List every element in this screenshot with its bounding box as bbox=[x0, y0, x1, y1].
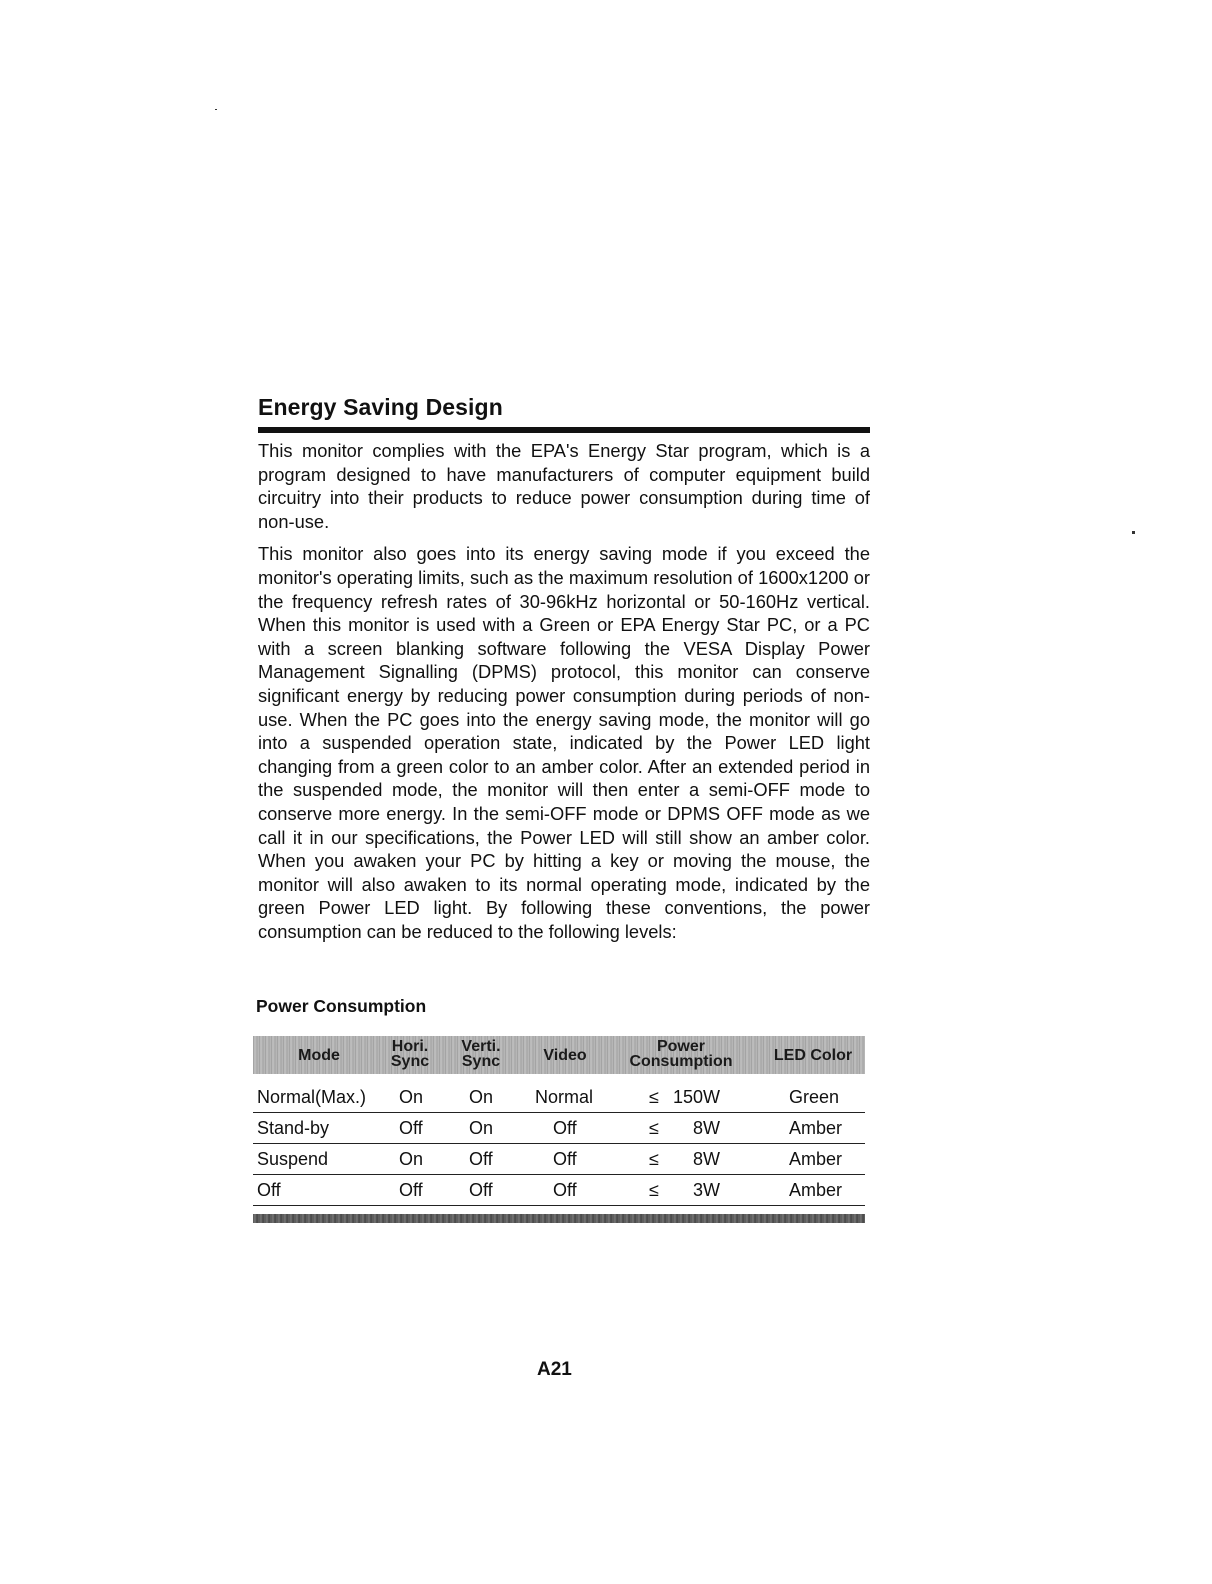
cell-hori-sync: On bbox=[399, 1149, 424, 1169]
table-header bbox=[253, 1036, 865, 1074]
cell-verti-sync: Off bbox=[469, 1149, 493, 1169]
scan-speck bbox=[215, 109, 217, 110]
header-mode bbox=[289, 1048, 349, 1063]
title-rule bbox=[258, 427, 870, 433]
scan-speck bbox=[1132, 531, 1135, 534]
cell-leq-symbol: ≤ bbox=[649, 1180, 659, 1200]
cell-power: 150W bbox=[673, 1087, 721, 1107]
power-consumption-table bbox=[253, 1036, 865, 1223]
header-led-label: LED Color bbox=[773, 1047, 853, 1064]
header-hori-line1: Hori. bbox=[391, 1038, 429, 1055]
cell-led-color: Green bbox=[789, 1087, 840, 1107]
cell-leq-symbol: ≤ bbox=[649, 1118, 659, 1138]
cell-verti-sync: On bbox=[469, 1118, 494, 1138]
header-hori-line2: Sync bbox=[390, 1053, 430, 1070]
energy-saving-section bbox=[258, 392, 870, 952]
cell-power: 8W bbox=[693, 1149, 720, 1169]
cell-power: 8W bbox=[693, 1118, 720, 1138]
header-video-label: Video bbox=[543, 1047, 587, 1064]
cell-power: 3W bbox=[693, 1180, 720, 1200]
table-row bbox=[253, 1175, 865, 1206]
header-power-line2: Consumption bbox=[629, 1053, 733, 1070]
header-video bbox=[535, 1048, 595, 1063]
cell-video: Normal bbox=[535, 1087, 594, 1107]
cell-mode: Off bbox=[257, 1180, 281, 1200]
header-verti-line1: Verti. bbox=[461, 1038, 501, 1055]
table-footer-bar bbox=[253, 1214, 865, 1223]
header-power-consumption bbox=[621, 1039, 741, 1069]
section-title: Energy Saving Design bbox=[258, 394, 503, 420]
table-row bbox=[253, 1082, 865, 1113]
cell-hori-sync: Off bbox=[399, 1180, 423, 1200]
cell-video: Off bbox=[553, 1149, 577, 1169]
table-row bbox=[253, 1144, 865, 1175]
cell-video: Off bbox=[553, 1180, 577, 1200]
intro-paragraph: This monitor complies with the EPA's Energy Star program, which is a program designed to have manufacturers of computer equipment build circuitry into their products to reduce power consumption during time of non-use. bbox=[258, 440, 870, 532]
cell-mode: Suspend bbox=[257, 1149, 329, 1169]
cell-leq-symbol: ≤ bbox=[649, 1087, 659, 1107]
page-number: A21 bbox=[537, 1359, 572, 1380]
cell-verti-sync: On bbox=[469, 1087, 494, 1107]
cell-hori-sync: On bbox=[399, 1087, 424, 1107]
table-row bbox=[253, 1113, 865, 1144]
header-mode-label: Mode bbox=[298, 1047, 340, 1064]
header-power-line1: Power bbox=[656, 1038, 705, 1055]
cell-led-color: Amber bbox=[789, 1180, 843, 1200]
cell-led-color: Amber bbox=[789, 1118, 843, 1138]
power-consumption-heading: Power Consumption bbox=[256, 996, 427, 1016]
cell-verti-sync: Off bbox=[469, 1180, 493, 1200]
cell-hori-sync: Off bbox=[399, 1118, 423, 1138]
cell-mode: Stand-by bbox=[257, 1118, 330, 1138]
header-led-color bbox=[765, 1048, 861, 1063]
header-hori-sync bbox=[385, 1039, 435, 1069]
header-verti-sync bbox=[453, 1039, 509, 1069]
cell-video: Off bbox=[553, 1118, 577, 1138]
cell-mode: Normal(Max.) bbox=[257, 1087, 367, 1107]
cell-leq-symbol: ≤ bbox=[649, 1149, 659, 1169]
header-verti-line2: Sync bbox=[461, 1053, 501, 1070]
energy-mode-paragraph: This monitor also goes into its energy saving mode if you exceed the monitor's operating limits, such as the maximum resolution of 1600x1200 or the frequency refresh rates of 30-96kHz horizontal or 50-160Hz vertical. When this monitor is used with a Green or EPA Energy Star PC, or a PC with a screen blanking software following the VESA Display Power Management Signalling (DPMS) protocol, this monitor can conserve significant energy by reducing power consumption during periods of non-use. When the PC goes into the energy saving mode, the monitor will go into a suspended operation state, indicated by the Power LED light changing from a green color to an amber color. After an extended period in the suspended mode, the monitor will then enter a semi-OFF mode to conserve more energy. In the semi-OFF mode or DPMS OFF mode as we call it in our specifications, the Power LED will still show an amber color. When you awaken your PC by hitting a key or moving the mouse, the monitor will also awaken to its normal operating mode, indicated by the green Power LED light. By following these conventions, the power consumption can be reduced to the following levels: bbox=[258, 543, 870, 942]
cell-led-color: Amber bbox=[789, 1149, 843, 1169]
